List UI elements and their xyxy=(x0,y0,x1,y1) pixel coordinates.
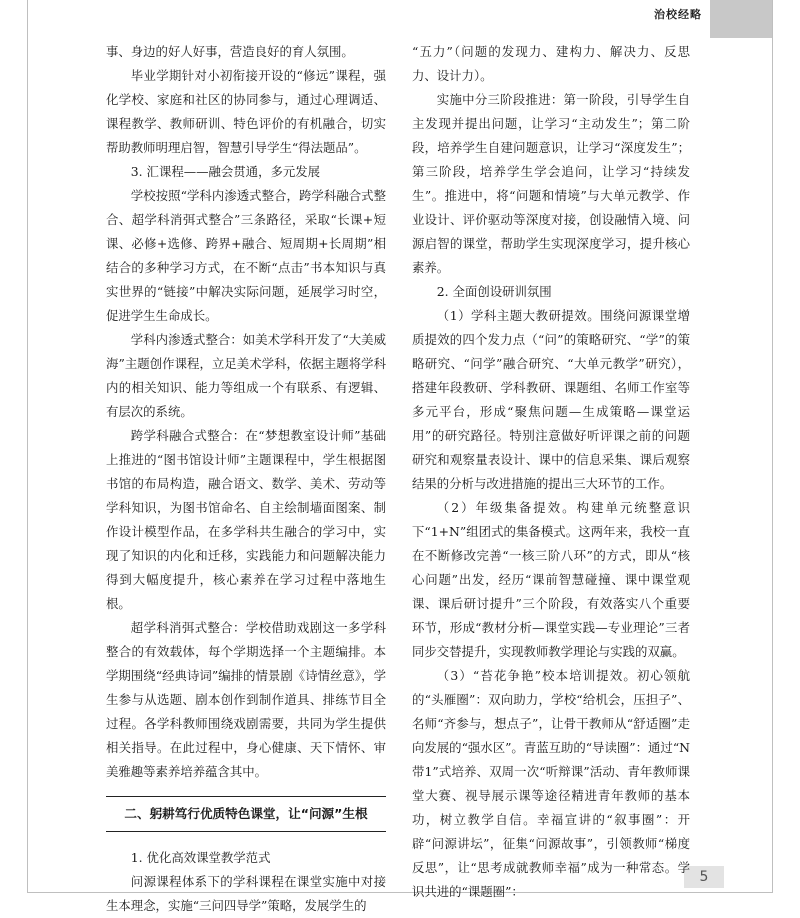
paragraph: 学科内渗透式整合：如美术学科开发了“大美威海”主题创作课程，立足美术学科，依据主题将学科内的相关知识、能力等组成一个有联系、有逻辑、有层次的系统。 xyxy=(106,332,386,419)
subheading: 3. 汇课程——融会贯通，多元发展 xyxy=(130,164,321,179)
paragraph: 毕业学期针对小初衔接开设的“修远”课程，强化学校、家庭和社区的协同参与，通过心理调适、课程教学、教师研训、特色评价的有机融合，切实帮助教师明理启智，智慧引导学生“得法题品”。 xyxy=(106,68,386,155)
section-title: 二、躬耕笃行优质特色课堂，让“问源”生根 xyxy=(106,796,386,832)
paragraph: 超学科消弭式整合：学校借助戏剧这一多学科整合的有效载体，每个学期选择一个主题编排。本学期围绕“经典诗词”编排的情景剧《诗情丝意》，学生参与从选题、剧本创作到制作道具、排练节目全过程。各学科教师围绕戏剧需要，共同为学生提供相关指导。在此过程中，身心健康、天下情怀、审美雅趣等素养培养蕴含其中。 xyxy=(106,620,386,779)
right-column xyxy=(412,40,690,904)
paragraph: 跨学科融合式整合：在“梦想教室设计师”基础上推进的“图书馆设计师”主题课程中，学生根据图书馆的布局构造，融合语文、数学、美术、劳动等学科知识，为图书馆命名、自主绘制墙面图案、制作设计模型作品，在多学科共生融合的学习中，实现了知识的内化和迁移，实践能力和问题解决能力得到大幅度提升，核心素养在学习过程中落地生根。 xyxy=(106,428,386,611)
paragraph: （1）学科主题大教研提效。围绕问源课堂增质提效的四个发力点（“问”的策略研究、“学”的策略研究、“问学”融合研究、“大单元教学”研究），搭建年段教研、学科教研、课题组、名师工作室等多元平台，形成“聚焦问题—生成策略—课堂运用”的研究路径。特别注意做好听评课之前的问题研究和观察量表设计、课中的信息采集、课后观察结果的分析与改进措施的提出三大环节的工作。 xyxy=(412,308,690,491)
subheading: 2. 全面创设研训氛围 xyxy=(436,284,552,299)
paragraph: （2）年级集备提效。构建单元统整意识下“1+N”组团式的集备模式。这两年来，我校一直在不断修改完善“一核三阶八环”的方式，即从“核心问题”出发，经历“课前智慧碰撞、课中课堂观课、课后研讨提升”三个阶段，有效落实八个重要环节，形成“教材分析—课堂实践—专业理论”三者同步交替提升，实现教师教学理论与实践的双赢。 xyxy=(412,500,690,659)
subheading: 1. 优化高效课堂教学范式 xyxy=(130,850,271,865)
left-column xyxy=(106,40,386,918)
page-number: 5 xyxy=(684,866,724,888)
paragraph: （3）“苔花争艳”校本培训提效。初心领航的“头雁圈”：双向助力，学校“给机会，压担子”、名师“齐参与，想点子”，让骨干教师从“舒适圈”走向发展的“强水区”。青蓝互助的“导读圈”：通过“N带1”式培养、双周一次“听辩课”活动、青年教师课堂大赛、视导展示课等途径精进青年教师的基本功，树立教学自信。幸福宣讲的“叙事圈”：开辟“问源讲坛”，征集“问源故事”，引领教师“梯度反思”，让“思考成就教师幸福”成为一种常态。学识共进的“课题圈”： xyxy=(412,668,690,899)
paragraph: 问源课程体系下的学科课程在课堂实施中对接生本理念，实施“三问四导学”策略，发展学生的 xyxy=(106,874,386,913)
paragraph: 学校按照“学科内渗透式整合，跨学科融合式整合、超学科消弭式整合”三条路径，采取“长课+短课、必修+选修、跨界+融合、短周期+长周期”相结合的多种学习方式，在不断“点击”书本知识与真实世界的“链接”中解决实际问题，延展学习时空，促进学生生命成长。 xyxy=(106,188,386,323)
running-header: 治校经略 xyxy=(654,8,702,21)
paragraph: “五力”（问题的发现力、建构力、解决力、反思力、设计力）。 xyxy=(412,44,690,83)
paragraph: 事、身边的好人好事，营造良好的育人氛围。 xyxy=(106,44,354,59)
paragraph: 实施中分三阶段推进：第一阶段，引导学生自主发现并提出问题，让学习“主动发生”；第二阶段，培养学生自建问题意识，让学习“深度发生”；第三阶段，培养学生学会追问，让学习“持续发生”。推进中，将“问题和情境”与大单元教学、作业设计、评价驱动等深度对接，创设融情入境、问源启智的课堂，帮助学生实现深度学习，提升核心素养。 xyxy=(412,92,690,275)
header-tab xyxy=(710,0,772,38)
